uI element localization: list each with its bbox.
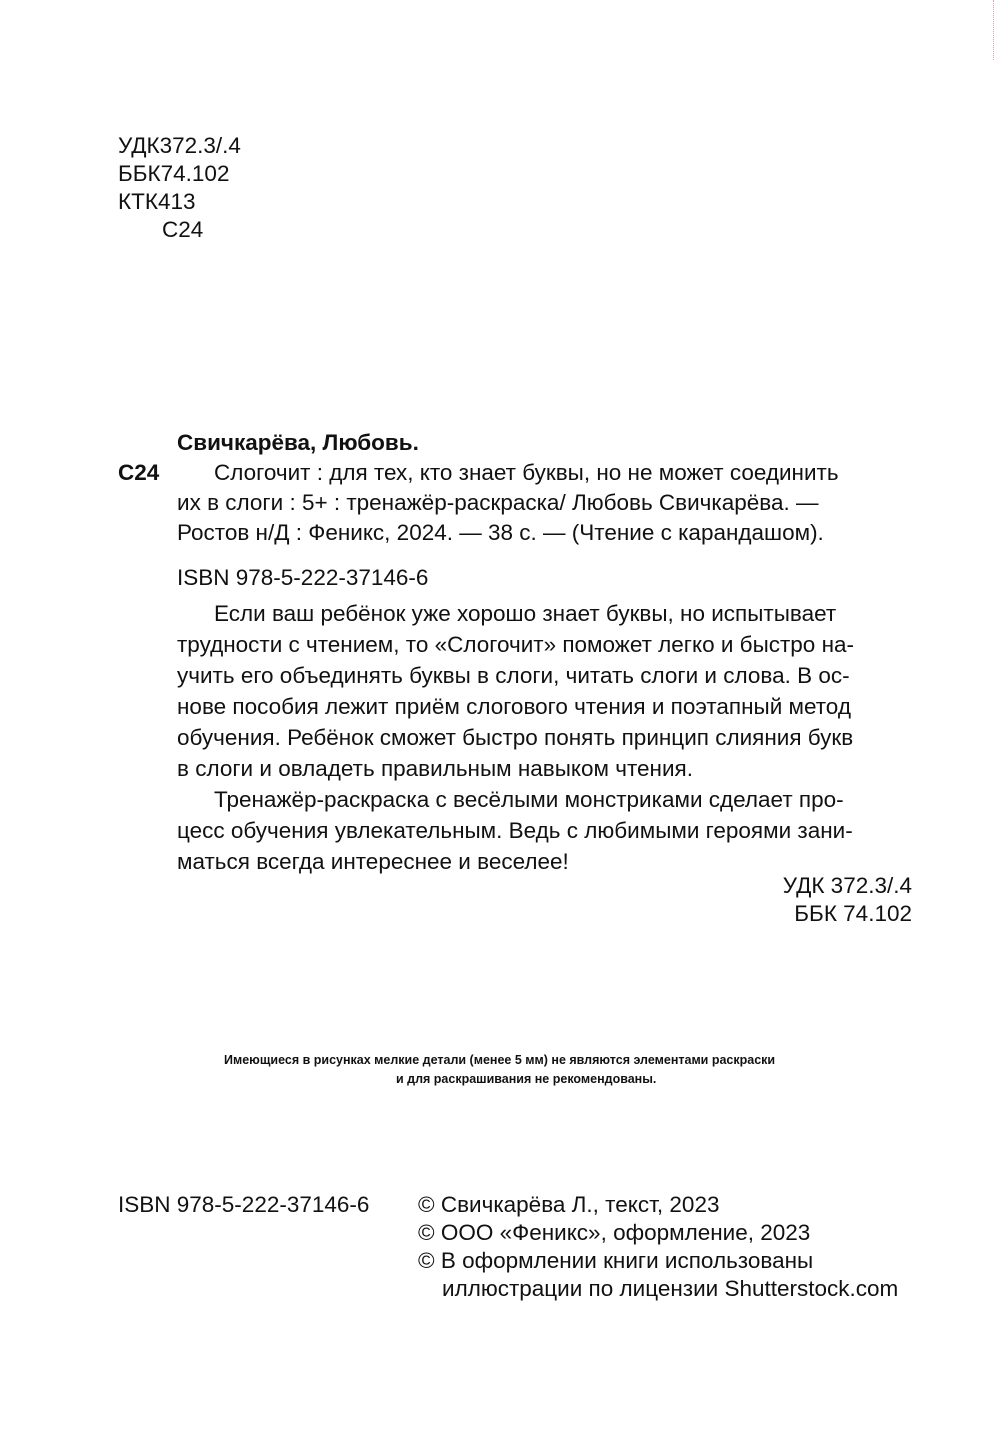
copyright-line: © Свичкарёва Л., текст, 2023	[418, 1192, 720, 1217]
annotation-line: обучения. Ребёнок сможет быстро понять принцип слияния букв	[177, 725, 854, 750]
ktk-code: КТК413	[118, 189, 196, 214]
annotation-line: нове пособия лежит приём слогового чтения и поэтапный метод	[177, 694, 851, 719]
isbn-record: ISBN 978-5-222-37146-6	[177, 565, 429, 590]
annotation-line: трудности с чтением, то «Слогочит» поможет легко и быстро на-	[177, 632, 854, 657]
copyright-line: иллюстрации по лицензии Shutterstock.com	[442, 1276, 899, 1301]
coloring-notice: Имеющиеся в рисунках мелкие детали (менее 5 мм) не являются элементами раскраски	[224, 1053, 776, 1067]
author-heading: Свичкарёва, Любовь.	[177, 430, 419, 455]
footer-isbn: ISBN 978-5-222-37146-6	[118, 1192, 370, 1217]
bbk-code: ББК74.102	[118, 161, 230, 186]
annotation-line: Если ваш ребёнок уже хорошо знает буквы, но испытывает	[214, 601, 837, 626]
description-line: Слогочит : для тех, кто знает буквы, но не может соединить	[214, 460, 839, 485]
annotation-line: Тренажёр-раскраска с весёлыми монстриками сделает про-	[214, 787, 844, 812]
copyright-line: © В оформлении книги использованы	[418, 1248, 814, 1273]
udk-code: УДК372.3/.4	[118, 133, 241, 158]
description-line: их в слоги : 5+ : тренажёр-раскраска/ Любовь Свичкарёва. —	[177, 490, 819, 515]
page-edge-mark	[993, 0, 1000, 60]
copyright-line: © ООО «Феникс», оформление, 2023	[418, 1220, 811, 1245]
author-mark: С24	[118, 460, 160, 485]
author-mark-top: С24	[162, 217, 204, 242]
annotation-line: учить его объединять буквы в слоги, читать слоги и слова. В ос-	[177, 663, 850, 688]
coloring-notice: и для раскрашивания не рекомендованы.	[396, 1072, 657, 1086]
description-line: Ростов н/Д : Феникс, 2024. — 38 с. — (Чтение с карандашом).	[177, 520, 824, 545]
annotation-line: в слоги и овладеть правильным навыком чтения.	[177, 756, 693, 781]
annotation-line: маться всегда интереснее и веселее!	[177, 849, 569, 874]
annotation-udk: УДК 372.3/.4	[782, 873, 912, 898]
annotation-line: цесс обучения увлекательным. Ведь с любимыми героями зани-	[177, 818, 853, 843]
annotation-bbk: ББК 74.102	[794, 901, 912, 926]
